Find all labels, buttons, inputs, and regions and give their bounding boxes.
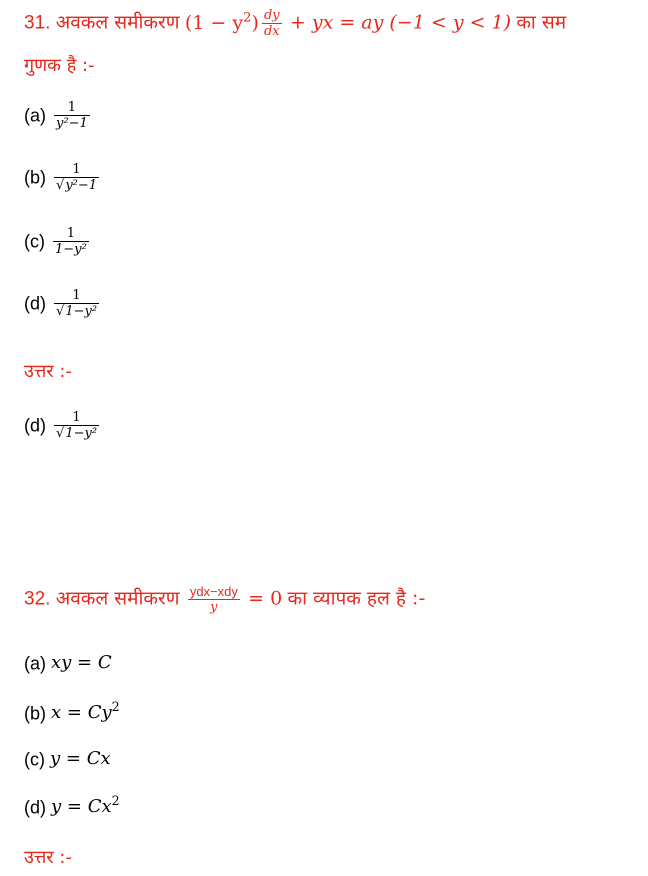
q31-answer-heading: उत्तर :- — [24, 361, 72, 382]
q31-number: 31. — [24, 12, 51, 34]
q31-derivative-fraction: $\frac{dy}{dx}$ — [263, 8, 280, 39]
q32-hindi-suffix: का व्यापक हल है :- — [287, 587, 426, 610]
q32-question-line — [24, 584, 425, 615]
option-expression: y = Cx — [50, 748, 111, 769]
option-label: (a) — [24, 105, 46, 126]
option-fraction: $\frac{1}{\text{1−y²}}$ — [55, 226, 87, 257]
option-expression: xy = C — [51, 652, 112, 673]
option-fraction: $\frac{1}{\text{y²−1}}$ — [56, 100, 88, 131]
q32-answer-heading: उत्तर :- — [24, 847, 72, 868]
option-expression: $x = Cy^2$ — [51, 699, 120, 723]
q32-eq-rest: = 0 — [248, 587, 283, 610]
option-fraction: $\frac{1}{\text{√y²−1}}$ — [56, 162, 98, 193]
q32-option-a — [24, 650, 112, 675]
option-fraction: $\frac{1}{\text{√1−y²}}$ — [56, 288, 98, 319]
q31-hindi-suffix: का सम — [516, 11, 567, 34]
option-expression: $y = Cx^2$ — [51, 793, 120, 817]
q32-number: 32. — [24, 588, 51, 610]
q31-option-c — [24, 226, 92, 257]
q31-eq-left: $(1 - y^2)$ — [184, 10, 259, 34]
q31-option-b — [24, 162, 102, 193]
option-label: (d) — [24, 293, 46, 314]
q32-option-b — [24, 700, 120, 725]
answer-fraction: $\frac{1}{\text{√1−y²}}$ — [56, 410, 98, 441]
q31-question-line — [24, 8, 566, 39]
option-label: (c) — [24, 231, 45, 252]
option-label: (a) — [24, 653, 46, 674]
q32-option-d — [24, 794, 120, 819]
option-label: (b) — [24, 703, 46, 724]
q31-answer — [24, 410, 102, 441]
option-label: (c) — [24, 749, 45, 770]
q31-eq-rest: + yx = ay (−1 < y < 1) — [289, 11, 512, 34]
answer-label: (d) — [24, 415, 46, 436]
option-label: (b) — [24, 167, 46, 188]
q31-option-a — [24, 100, 93, 131]
option-label: (d) — [24, 797, 46, 818]
q31-hindi-prefix: अवकल समीकरण — [55, 11, 180, 34]
q32-option-c — [24, 746, 111, 771]
q31-line2: गुणक है :- — [24, 55, 95, 76]
q32-hindi-prefix: अवकल समीकरण — [55, 587, 180, 610]
q31-option-d — [24, 288, 102, 319]
q32-fraction: $\frac{\text{ydx−xdy}}{y}$ — [189, 584, 238, 615]
